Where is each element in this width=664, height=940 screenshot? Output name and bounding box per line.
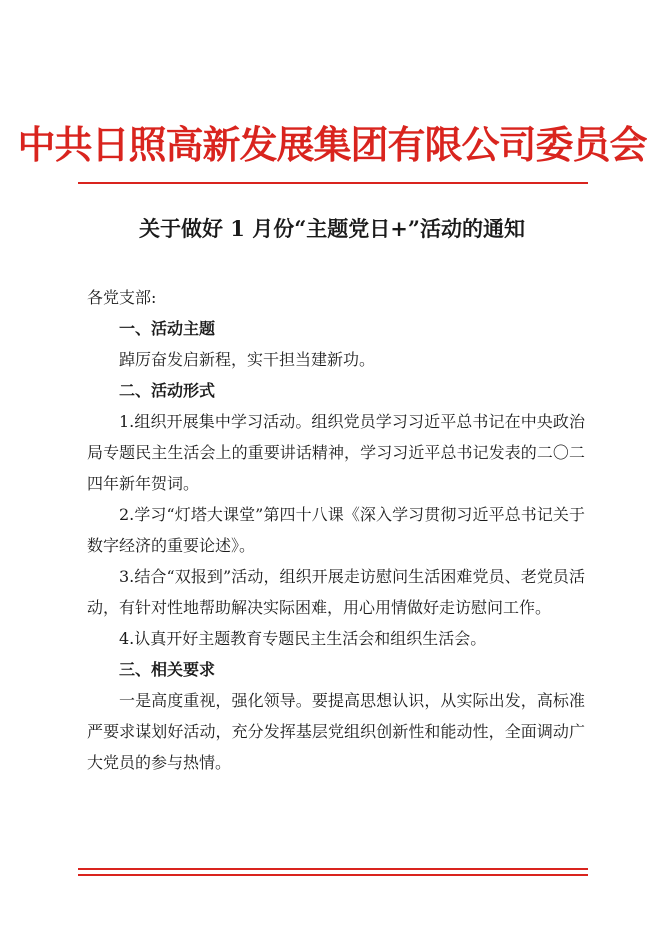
salutation: 各党支部: [87,288,157,307]
header-red-rule [78,182,588,184]
document-body [87,282,585,778]
paragraph: 一是高度重视，强化领导。要提高思想认识，从实际出发，高标准严要求谋划好活动，充分发挥基层党组织创新性和能动性，全面调动广大党员的参与热情。 [87,691,585,772]
paragraph: 4.认真开好主题教育专题民主生活会和组织生活会。 [119,629,487,648]
document-title: 关于做好 1 月份“主题党日+”活动的通知 [139,216,525,241]
paragraph: 1.组织开展集中学习活动。组织党员学习习近平总书记在中央政治局专题民主生活会上的重要讲话精神，学习习近平总书记发表的二〇二四年新年贺词。 [87,412,585,493]
paragraph: 2.学习“灯塔大课堂”第四十八课《深入学习贯彻习近平总书记关于数字经济的重要论述》。 [87,505,585,555]
paragraph: 踔厉奋发启新程，实干担当建新功。 [119,350,376,369]
footer-red-rule-bottom [78,874,588,876]
section-heading-requirements: 三、相关要求 [119,660,216,679]
paragraph: 3.结合“双报到”活动，组织开展走访慰问生活困难党员、老党员活动，有针对性地帮助解决实际困难，用心用情做好走访慰问工作。 [87,567,585,617]
org-name-header: 中共日照高新发展集团有限公司委员会 [17,123,647,167]
section-heading-form: 二、活动形式 [119,381,216,400]
section-heading-theme: 一、活动主题 [119,319,216,338]
footer-red-rule-top [78,868,588,870]
